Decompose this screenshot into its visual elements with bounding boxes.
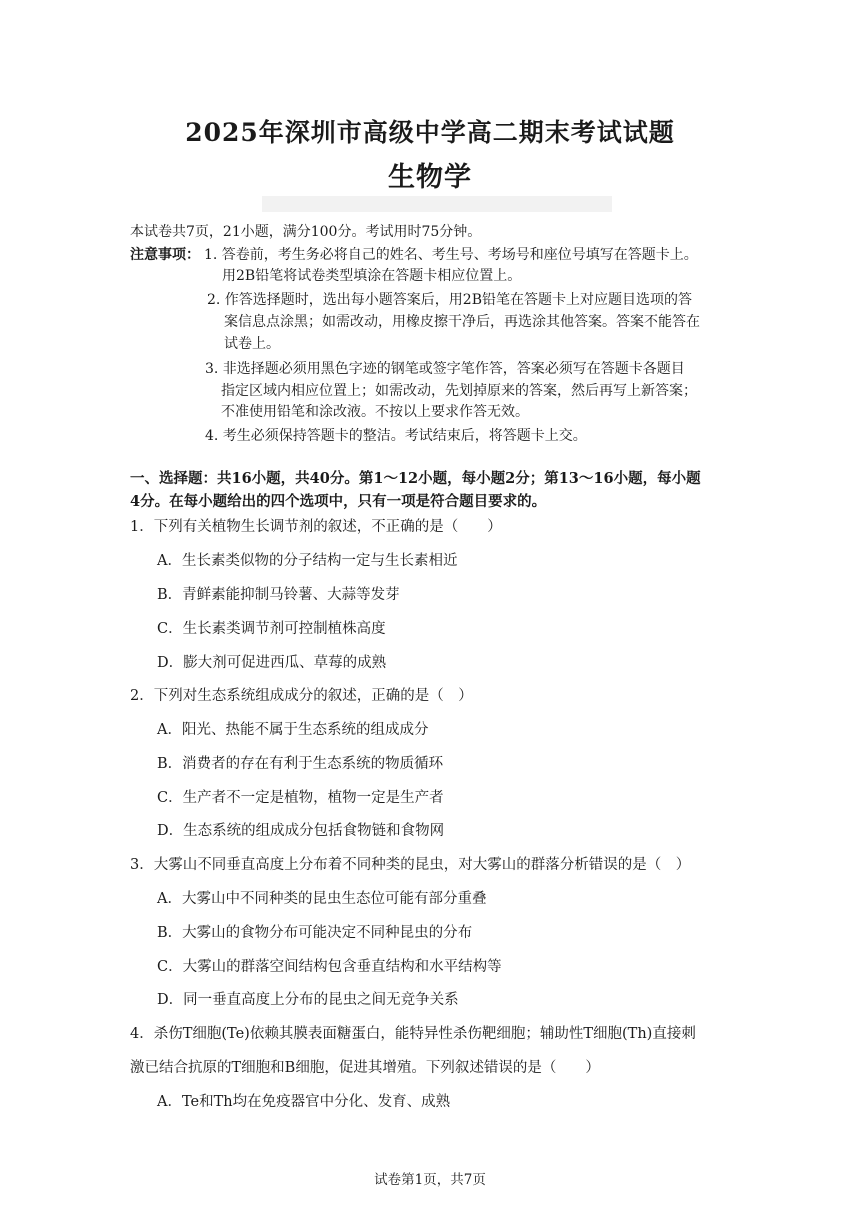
notes-label: 注意事项： <box>130 247 200 263</box>
scan-smudge <box>262 196 612 212</box>
note-line: 1. 答卷前，考生务必将自己的姓名、考生号、考场号和座位号填写在答题卡上。 <box>204 247 698 263</box>
question-option: C．生产者不一定是植物，植物一定是生产者 <box>157 790 444 806</box>
note-line: 试卷上。 <box>224 336 280 352</box>
note-line: 3. 非选择题必须用黑色字迹的钢笔或签字笔作答，答案必须写在答题卡各题目 <box>205 361 685 377</box>
question-stem: 1．下列有关植物生长调节剂的叙述，不正确的是（ ） <box>130 519 502 535</box>
page-footer: 试卷第1页，共7页 <box>374 1172 486 1188</box>
question-option: C．生长素类调节剂可控制植株高度 <box>157 621 386 637</box>
note-line: 用2B铅笔将试卷类型填涂在答题卡相应位置上。 <box>222 268 522 284</box>
question-option: D．同一垂直高度上分布的昆虫之间无竞争关系 <box>157 992 459 1008</box>
question-stem: 4．杀伤T细胞(Te)依赖其膜表面糖蛋白，能特异性杀伤靶细胞；辅助性T细胞(Th)直接刺 <box>130 1026 696 1042</box>
section-heading: 一、选择题：共16小题，共40分。第1～12小题，每小题2分；第13～16小题，每小题 <box>130 470 701 487</box>
section-heading: 4分。在每小题给出的四个选项中，只有一项是符合题目要求的。 <box>130 493 547 510</box>
question-option: C．大雾山的群落空间结构包含垂直结构和水平结构等 <box>157 959 502 975</box>
exam-title: 2025年深圳市高级中学高二期末考试试题 <box>185 118 675 147</box>
question-option: B．消费者的存在有利于生态系统的物质循环 <box>157 756 444 772</box>
question-option: A．阳光、热能不属于生态系统的组成成分 <box>157 722 429 738</box>
note-line: 指定区域内相应位置上；如需改动，先划掉原来的答案，然后再写上新答案； <box>221 383 697 399</box>
question-stem: 2．下列对生态系统组成成分的叙述，正确的是（ ） <box>130 688 473 704</box>
subject-title: 生物学 <box>388 162 472 193</box>
note-line: 案信息点涂黑；如需改动，用橡皮擦干净后，再选涂其他答案。答案不能答在 <box>224 314 700 330</box>
question-option: A．Te和Th均在免疫器官中分化、发育、成熟 <box>157 1094 451 1110</box>
question-option: A．大雾山中不同种类的昆虫生态位可能有部分重叠 <box>157 891 487 907</box>
exam-intro: 本试卷共7页，21小题，满分100分。考试用时75分钟。 <box>130 224 482 240</box>
note-line: 4. 考生必须保持答题卡的整洁。考试结束后，将答题卡上交。 <box>205 428 587 444</box>
question-option: D．膨大剂可促进西瓜、草莓的成熟 <box>157 655 387 671</box>
question-option: A．生长素类似物的分子结构一定与生长素相近 <box>157 553 458 569</box>
question-stem: 激已结合抗原的T细胞和B细胞，促进其增殖。下列叙述错误的是（ ） <box>130 1060 600 1076</box>
note-line: 不准使用铅笔和涂改液。不按以上要求作答无效。 <box>221 404 529 420</box>
note-line: 2. 作答选择题时，选出每小题答案后，用2B铅笔在答题卡上对应题目选项的答 <box>207 292 693 308</box>
question-option: B．大雾山的食物分布可能决定不同种昆虫的分布 <box>157 925 473 941</box>
question-option: B．青鲜素能抑制马铃薯、大蒜等发芽 <box>157 587 400 603</box>
question-stem: 3．大雾山不同垂直高度上分布着不同种类的昆虫，对大雾山的群落分析错误的是（ ） <box>130 857 691 873</box>
question-option: D．生态系统的组成成分包括食物链和食物网 <box>157 823 445 839</box>
